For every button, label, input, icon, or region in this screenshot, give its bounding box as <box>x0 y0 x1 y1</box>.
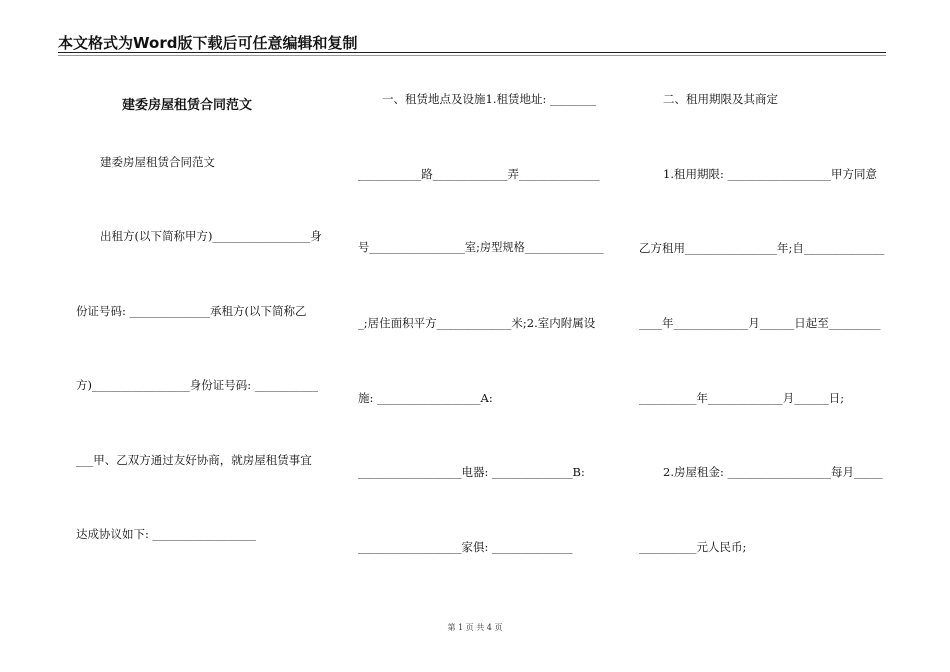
col3-line-1: 二、租用期限及其商定 <box>663 92 778 106</box>
col2-line-5: 施: __________________A: <box>358 391 493 405</box>
col1-line-3: 份证号码: ______________承租方(以下简称乙 <box>76 304 307 318</box>
col3-line-3: 乙方租用________________年;自______________ <box>639 241 885 255</box>
col2-line-2: ___________路_____________弄______________ <box>358 167 600 181</box>
col1-line-6: 达成协议如下: __________________ <box>76 527 257 541</box>
col2-line-1: 一、租赁地点及设施1.租赁地址: ________ <box>382 92 597 106</box>
col2-line-3: 号_________________室;房型规格______________ <box>358 241 604 254</box>
header-rule-secondary <box>58 55 886 56</box>
col2-line-6: __________________电器: ______________B: <box>358 465 585 479</box>
col3-line-7: __________元人民币; <box>639 540 747 554</box>
document-title: 建委房屋租赁合同范文 <box>122 98 253 113</box>
col2-line-7: __________________家俱: ______________ <box>358 540 573 554</box>
col3-line-2: 1.租用期限: __________________甲方同意 <box>663 167 878 181</box>
col3-line-5: __________年_____________月______日; <box>639 391 845 405</box>
col1-line-1: 建委房屋租赁合同范文 <box>100 155 215 169</box>
col1-line-2: 出租方(以下简称甲方)_________________身 <box>100 229 322 243</box>
header-title: 本文格式为Word版下载后可任意编辑和复制 <box>58 34 358 52</box>
col3-line-4: ____年_____________月______日起至_________ <box>639 316 881 330</box>
col2-line-4: _;居住面积平方_____________米;2.室内附属设 <box>358 316 596 330</box>
page-number: 第 1 页 共 4 页 <box>447 623 503 632</box>
col1-line-4: 方)_________________身份证号码: ___________ <box>76 378 319 392</box>
col3-line-6: 2.房屋租金: __________________每月_____ <box>663 465 883 479</box>
header-rule <box>58 52 886 53</box>
col1-line-5: ___甲、乙双方通过友好协商，就房屋租赁事宜 <box>76 453 312 467</box>
